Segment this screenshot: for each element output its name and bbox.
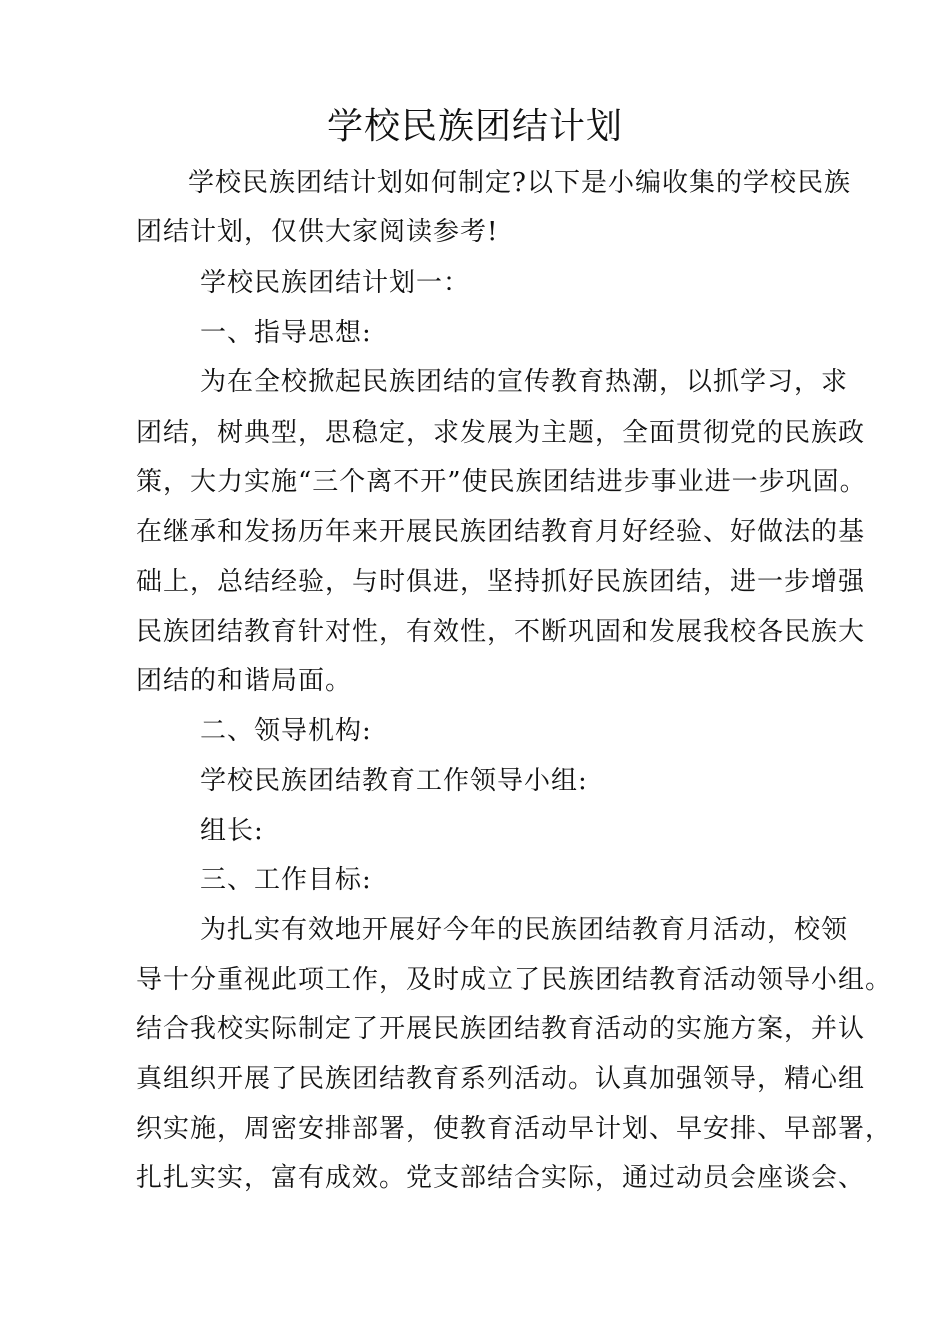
intro-line-2: 团结计划，仅供大家阅读参考! (136, 217, 499, 247)
intro-line-1: 学校民族团结计划如何制定?以下是小编收集的学校民族 (188, 168, 851, 198)
paragraph-line: 织实施，周密安排部署，使教育活动早计划、早安排、早部署， (136, 1114, 893, 1144)
paragraph-line: 导十分重视此项工作，及时成立了民族团结教育活动领导小组。 (136, 965, 893, 995)
leadership-group-line: 学校民族团结教育工作领导小组: (200, 766, 588, 796)
group-leader-line: 组长: (200, 816, 264, 846)
paragraph-line: 为扎实有效地开展好今年的民族团结教育月活动，校领 (200, 915, 849, 945)
section-plan-one-heading: 学校民族团结计划一： (200, 268, 471, 298)
paragraph-line: 团结的和谐局面。 (136, 666, 353, 696)
paragraph-line: 民族团结教育针对性，有效性，不断巩固和发展我校各民族大 (136, 617, 866, 647)
paragraph-line: 团结，树典型，思稳定，求发展为主题，全面贯彻党的民族政 (136, 418, 866, 448)
document-title: 学校民族团结计划 (326, 106, 623, 147)
paragraph-line: 策，大力实施“三个离不开”使民族团结进步事业进一步巩固。 (136, 467, 867, 497)
section-heading-work-goals: 三、工作目标: (200, 865, 372, 895)
section-heading-leadership: 二、领导机构: (200, 716, 372, 746)
paragraph-line: 在继承和发扬历年来开展民族团结教育月好经验、好做法的基 (136, 517, 866, 547)
section-heading-guiding-thought: 一、指导思想: (200, 318, 372, 348)
paragraph-line: 结合我校实际制定了开展民族团结教育活动的实施方案，并认 (136, 1014, 866, 1044)
paragraph-line: 真组织开展了民族团结教育系列活动。认真加强领导，精心组 (136, 1064, 866, 1094)
paragraph-line: 为在全校掀起民族团结的宣传教育热潮，以抓学习，求 (200, 367, 849, 397)
paragraph-line: 础上，总结经验，与时俱进，坚持抓好民族团结，进一步增强 (136, 567, 866, 597)
paragraph-line: 扎扎实实，富有成效。党支部结合实际，通过动员会座谈会、 (136, 1163, 866, 1193)
